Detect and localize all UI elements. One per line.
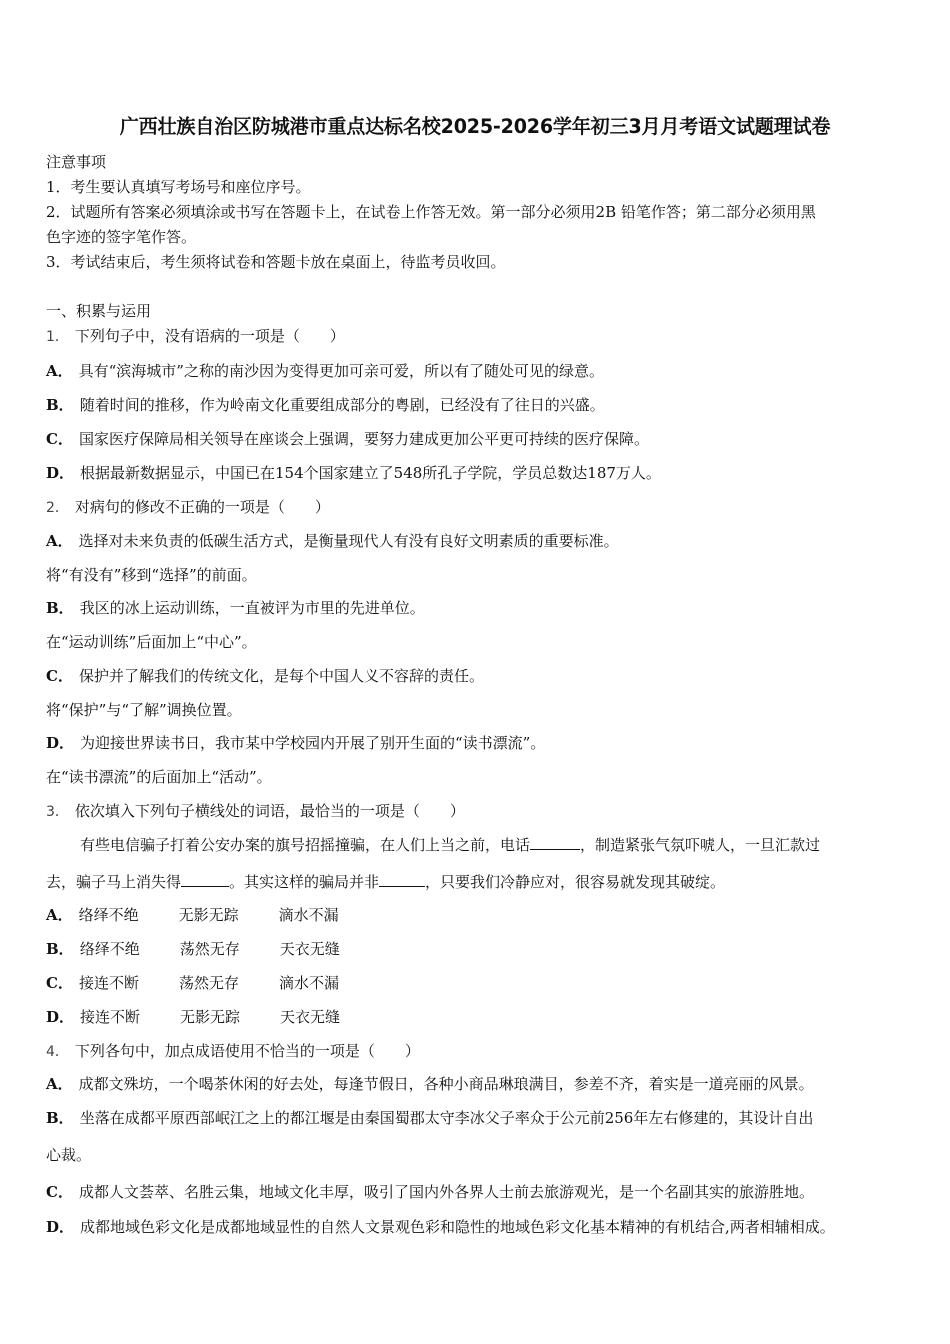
passage-text: 有些电信骗子打着公安办案的旗号招摇撞骗，在人们上当之前，电话 bbox=[80, 836, 531, 854]
q3-option-b bbox=[46, 939, 340, 959]
option-label: A． bbox=[46, 1075, 73, 1093]
fill-blank bbox=[530, 835, 580, 850]
section-heading: 一、积累与运用 bbox=[46, 302, 152, 320]
option-label: C． bbox=[46, 974, 73, 992]
option-label: C． bbox=[46, 667, 73, 685]
option-text: 具有“滨海城市”之称的南沙因为变得更加可亲可爱，所以有了随处可见的绿意。 bbox=[78, 362, 604, 380]
q4-option-c bbox=[46, 1182, 814, 1202]
question-4-stem bbox=[46, 1041, 420, 1062]
option-word: 天衣无缝 bbox=[280, 1008, 341, 1026]
option-word: 荡然无存 bbox=[178, 974, 239, 992]
option-word: 接连不断 bbox=[80, 1008, 141, 1026]
q4-option-d bbox=[46, 1217, 835, 1237]
option-label: B． bbox=[46, 940, 74, 958]
q3-option-d bbox=[46, 1007, 340, 1027]
q1-option-b bbox=[46, 395, 605, 415]
question-2-stem bbox=[46, 497, 330, 518]
q2-option-b-fix: 在“运动训练”后面加上“中心”。 bbox=[46, 633, 257, 651]
q4-option-b-cont: 心裁。 bbox=[46, 1146, 92, 1164]
q2-option-d-fix: 在“读书漂流”的后面加上“活动”。 bbox=[46, 768, 272, 786]
question-number: 1． bbox=[46, 329, 69, 345]
option-word: 滴水不漏 bbox=[278, 906, 339, 924]
q3-passage-line-2 bbox=[46, 872, 725, 892]
option-word: 天衣无缝 bbox=[279, 940, 340, 958]
q2-option-d bbox=[46, 733, 545, 753]
option-label: D． bbox=[46, 1218, 75, 1236]
q2-option-c bbox=[46, 666, 484, 686]
q4-option-b bbox=[46, 1108, 813, 1128]
option-label: A． bbox=[46, 906, 73, 924]
q1-option-c bbox=[46, 429, 649, 449]
passage-text: ，制造紧张气氛吓唬人，一旦汇款过 bbox=[580, 836, 821, 854]
option-text: 为迎接世界读书日，我市某中学校园内开展了别开生面的“读书漂流”。 bbox=[80, 734, 546, 752]
option-word: 络绎不绝 bbox=[79, 940, 140, 958]
option-word: 荡然无存 bbox=[179, 940, 240, 958]
notice-item: 2．试题所有答案必须填涂或书写在答题卡上，在试卷上作答无效。第一部分必须用2B 铅笔作答；第二部分必须用黑 bbox=[46, 203, 816, 221]
option-text: 我区的冰上运动训练，一直被评为市里的先进单位。 bbox=[79, 599, 425, 617]
option-text: 坐落在成都平原西部岷江之上的都江堰是由秦国蜀郡太守李冰父子率众于公元前256年左右修建的，其设计自出 bbox=[79, 1109, 814, 1127]
q2-option-b bbox=[46, 598, 425, 618]
option-text: 根据最新数据显示，中国已在154个国家建立了548所孔子学院，学员总数达187万人。 bbox=[80, 464, 661, 482]
fill-blank bbox=[181, 872, 229, 887]
q2-option-c-fix: 将“保护”与“了解”调换位置。 bbox=[46, 701, 242, 719]
option-text: 随着时间的推移，作为岭南文化重要组成部分的粤剧，已经没有了往日的兴盛。 bbox=[79, 396, 605, 414]
page-title: 广西壮族自治区防城港市重点达标名校2025-2026学年初三3月月考语文试题理试卷 bbox=[119, 116, 831, 138]
option-label: B． bbox=[46, 396, 74, 414]
option-word: 滴水不漏 bbox=[278, 974, 339, 992]
q3-option-c bbox=[46, 973, 339, 993]
passage-text: ，只要我们冷静应对，很容易就发现其破绽。 bbox=[425, 873, 726, 891]
question-text: 下列句子中，没有语病的一项是（ ） bbox=[74, 327, 345, 345]
option-text: 成都人文荟萃、名胜云集，地域文化丰厚，吸引了国内外各界人士前去旅游观光，是一个名副其实的旅游胜地。 bbox=[78, 1183, 814, 1201]
notice-item: 3．考试结束后，考生须将试卷和答题卡放在桌面上，待监考员收回。 bbox=[46, 253, 506, 271]
option-word: 接连不断 bbox=[78, 974, 139, 992]
option-label: D． bbox=[46, 734, 75, 752]
q1-option-a bbox=[46, 361, 604, 381]
question-number: 2． bbox=[46, 500, 69, 516]
option-text: 成都地域色彩文化是成都地域显性的自然人文景观色彩和隐性的地域色彩文化基本精神的有机结合,两者相辅相成。 bbox=[80, 1218, 835, 1236]
q3-passage-line-1 bbox=[80, 835, 820, 855]
question-text: 对病句的修改不正确的一项是（ ） bbox=[74, 498, 330, 516]
option-label: A． bbox=[46, 362, 73, 380]
question-number: 4． bbox=[46, 1044, 69, 1060]
question-text: 依次填入下列句子横线处的词语，最恰当的一项是（ ） bbox=[74, 802, 465, 820]
q2-option-a bbox=[46, 531, 619, 551]
question-3-stem bbox=[46, 801, 465, 822]
passage-text: 去，骗子马上消失得 bbox=[46, 873, 182, 891]
option-label: B． bbox=[46, 1109, 74, 1127]
option-word: 无影无踪 bbox=[180, 1008, 241, 1026]
option-word: 络绎不绝 bbox=[78, 906, 139, 924]
question-text: 下列各句中，加点成语使用不恰当的一项是（ ） bbox=[74, 1042, 420, 1060]
notice-item: 1．考生要认真填写考场号和座位序号。 bbox=[46, 178, 311, 196]
option-label: A． bbox=[46, 532, 73, 550]
q3-option-a bbox=[46, 905, 339, 925]
question-number: 3． bbox=[46, 804, 69, 820]
question-1-stem bbox=[46, 326, 345, 347]
q4-option-a bbox=[46, 1074, 814, 1094]
q1-option-d bbox=[46, 463, 661, 483]
option-label: D． bbox=[46, 464, 75, 482]
option-label: C． bbox=[46, 1183, 73, 1201]
fill-blank bbox=[379, 872, 425, 887]
notice-heading: 注意事项 bbox=[46, 153, 107, 171]
option-label: C． bbox=[46, 430, 73, 448]
option-label: D． bbox=[46, 1008, 75, 1026]
option-text: 成都文殊坊，一个喝茶休闲的好去处，每逢节假日，各种小商品琳琅满目，参差不齐，着实是一道亮丽的风景。 bbox=[78, 1075, 814, 1093]
option-text: 保护并了解我们的传统文化，是每个中国人义不容辞的责任。 bbox=[78, 667, 484, 685]
option-label: B． bbox=[46, 599, 74, 617]
option-text: 国家医疗保障局相关领导在座谈会上强调，要努力建成更加公平更可持续的医疗保障。 bbox=[78, 430, 649, 448]
q2-option-a-fix: 将“有没有”移到“选择”的前面。 bbox=[46, 566, 257, 584]
option-word: 无影无踪 bbox=[178, 906, 239, 924]
passage-text: 。其实这样的骗局并非 bbox=[229, 873, 380, 891]
notice-item: 色字迹的签字笔作答。 bbox=[46, 228, 197, 246]
option-text: 选择对未来负责的低碳生活方式，是衡量现代人有没有良好文明素质的重要标准。 bbox=[78, 532, 619, 550]
